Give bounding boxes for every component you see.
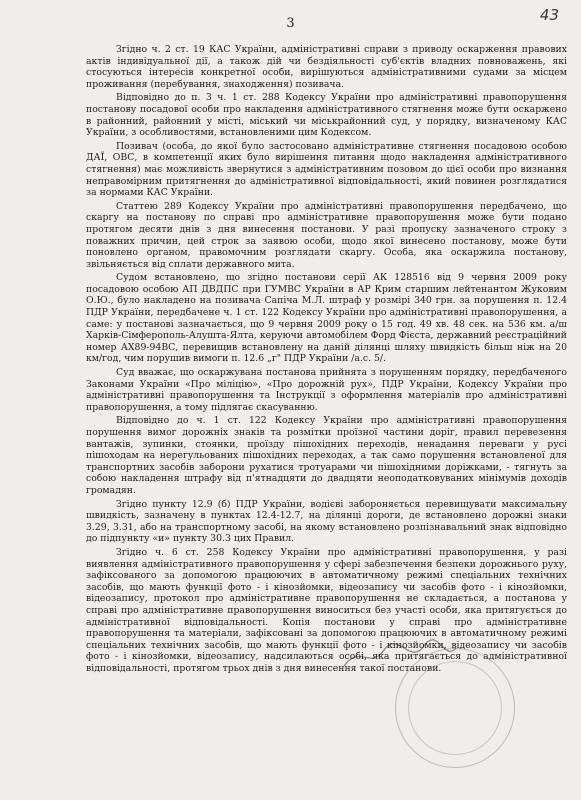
paragraph: Відповідно до ч. 1 ст. 122 Кодексу України про адміністративні правопорушення порушення вимог дорожніх знаків та розмітки проїзної частини доріг, правил перевезення вантажів, зупинки, стоянки, проїзду пішохідних переходів, ненадання переваги у русі пішоходам на нерегульованих пішохідних переходах, а так само порушення встановленої для транспортних засобів заборони рухатися тротуарами чи пішохідними доріжками, - тягнуть за собою накладення штрафу від п'ятнадцяти до двадцяти неоподатковуваних мінімумів доходів громадян.: [86, 415, 567, 496]
page-number: 3: [286, 16, 295, 31]
paragraph: Відповідно до п. 3 ч. 1 ст. 288 Кодексу України про адміністративні правопорушення постанову посадової особи про накладення адміністративного стягнення може бути оскаржено в районний, районний у місті, міський чи міськрайонний суд, у порядку, визначеному КАС України, з особливостями, встановленими цим Кодексом.: [86, 92, 567, 139]
handwritten-page-number: 43: [539, 6, 559, 24]
paragraph: Судом встановлено, що згідно постанови серії АК 128516 від 9 червня 2009 року посадовою особою АП ДВДПС при ГУМВС України в АР Крим старшим лейтенантом Жуковим О.Ю., було накладено на позивача Сапіча М.Л. штраф у розмірі 340 грн. за порушення п. 12.4 ПДР України, передбачене ч. 1 ст. 122 Кодексу України про адміністративні правопорушення, а саме: у постанові зазначається, що 9 червня 2009 року о 15 год. 49 хв. 48 сек. на 536 км. а/ш Харків-Сімферополь-Алушта-Ялта, керуючи автомобілем Форд Фієста, державний реєстраційний номер АХ89-94ВС, перевищив встановлену на даній ділянці шляху швидкість більш ніж на 20 км/год, чим порушив вимоги п. 12.6 „г" ПДР України /а.с. 5/.: [86, 272, 567, 365]
paragraph: Статтею 289 Кодексу України про адміністративні правопорушення передбачено, що скаргу на постанову по справі про адміністративне правопорушення може бути подано протягом десяти днів з дня винесення постанови. У разі пропуску зазначеного строку з поважних причин, цей строк за заявою особи, щодо якої винесено постанову, може бути поновлено органом, правомочним розглядати скаргу. Особа, яка оскаржила постанову, звільняється від сплати державного мита.: [86, 200, 567, 270]
document-body: [86, 44, 567, 676]
paragraph: Суд вважає, що оскаржувана постанова прийнята з порушенням порядку, передбаченого Законами України «Про міліцію», «Про дорожній рух», ПДР України, Кодексу України про адміністративні правопорушення та Інструкції з оформлення матеріалів про адміністративні правопорушення, а тому підлягає скасуванню.: [86, 367, 567, 413]
paragraph: Позивач (особа, до якої було застосовано адміністративне стягнення посадовою особою ДАЇ, ОВС, в компетенції яких було вирішення питання щодо накладення адміністративного стягнення) має можливість звернутися з адміністративним позовом до цієї особи про визнання неправомірним притягнення до адміністративної відповідальності, який повинен розглядатися за нормами КАС України.: [86, 140, 567, 199]
paragraph: Згідно пункту 12.9 (б) ПДР України, водієві забороняється перевищувати максимальну швидкість, зазначену в пунктах 12.4-12.7, на ділянці дороги, де встановлено дорожні знаки 3.29, 3.31, або на транспортному засобі, на якому встановлено розпізнавальний знак відповідно до підпункту «и» пункту 30.3 цих Правил.: [86, 498, 567, 545]
paragraph: Згідно ч. 6 ст. 258 Кодексу України про адміністративні правопорушення, у разі виявлення адміністративного правопорушення у сфері забезпечення безпеки дорожнього руху, зафіксованого за допомогою працюючих в автоматичному режимі спеціальних технічних засобів, що мають функції фото - і кінозйомки, відеозапису чи засобів фото - і кінозйомки, відеозапису, протокол про адміністративне правопорушення не складається, а постанова у справі про адміністративне правопорушення виноситься без участі особи, яка притягується до адміністративної відповідальності. Копія постанови у справі про адміністративне правопорушення та матеріали, зафіксовані за допомогою працюючих в автоматичному режимі спеціальних технічних засобів, що мають функції фото - і кінозйомки, відеозапису чи засобів фото - і кінозйомки, відеозапису, надсилаються особі, яка притягається до адміністративної відповідальності, протягом трьох днів з дня винесення такої постанови.: [86, 546, 567, 674]
paragraph: Згідно ч. 2 ст. 19 КАС України, адміністративні справи з приводу оскарження правових актів індивідуальної дії, а також дій чи бездіяльності суб'єктів владних повноважень, які стосуються інтересів конкретної особи, вирішуються адміністративними судами за місцем проживання (перебування, знаходження) позивача.: [86, 44, 567, 90]
